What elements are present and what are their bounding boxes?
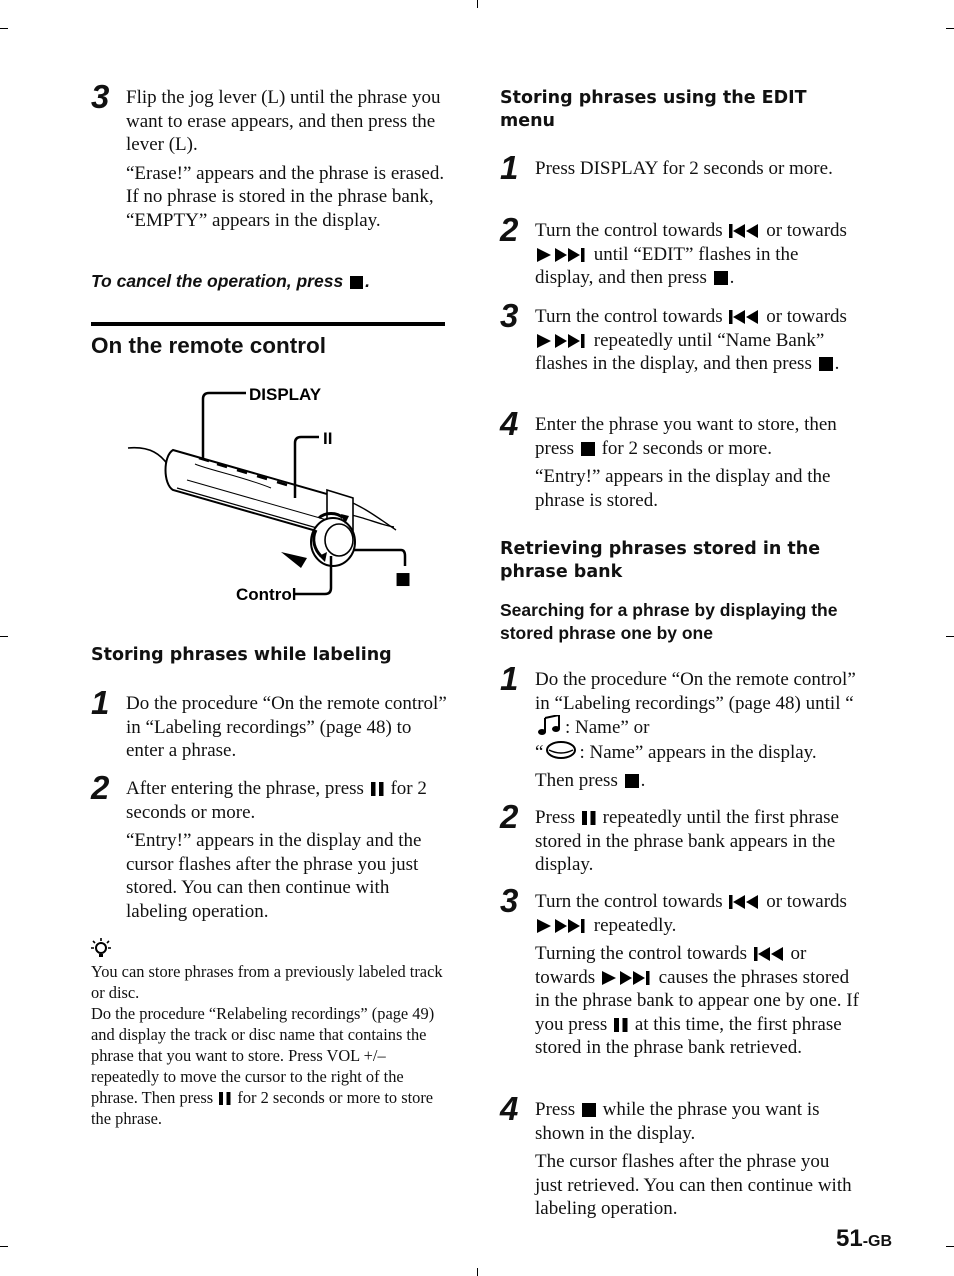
step-number: 1 bbox=[91, 684, 110, 721]
crop-mark bbox=[477, 1268, 478, 1276]
step-text: Press DISPLAY for 2 seconds or more. bbox=[535, 158, 833, 179]
step-result: The cursor flashes after the phrase you just retrieved. You can then continue with labeling operation. bbox=[535, 1151, 852, 1219]
step-text: Do the procedure “On the remote control” in “Labeling recordings” (page 48) until “: Name” or “ : Name” appears in the display. bbox=[535, 669, 856, 763]
step-number: 3 bbox=[500, 882, 519, 919]
crop-mark bbox=[0, 28, 8, 29]
step-number: 1 bbox=[500, 660, 519, 697]
step-text: Do the procedure “On the remote control” in “Labeling recordings” (page 48) to enter a phrase. bbox=[126, 693, 447, 761]
remote-control-title: On the remote control bbox=[91, 333, 327, 358]
remote-control-illustration bbox=[91, 380, 447, 610]
play-next-track-icon bbox=[537, 248, 587, 262]
labeling-step-2 bbox=[91, 769, 447, 923]
previous-track-icon bbox=[729, 310, 759, 324]
crop-mark bbox=[946, 1246, 954, 1247]
crop-mark bbox=[0, 636, 8, 637]
retrieve-step-3 bbox=[500, 882, 860, 1060]
control-label: Control bbox=[236, 585, 297, 604]
pause-icon bbox=[219, 1092, 231, 1105]
section-rule bbox=[91, 322, 445, 326]
stop-icon bbox=[581, 442, 595, 456]
step-result: “Erase!” appears and the phrase is erased. If no phrase is stored in the phrase bank, “EMPTY” appears in the display. bbox=[126, 162, 445, 231]
stop-icon bbox=[582, 1103, 596, 1117]
disc-icon bbox=[545, 740, 577, 760]
edit-menu-heading: Storing phrases using the EDIT menu bbox=[500, 88, 807, 131]
music-note-icon bbox=[537, 715, 563, 735]
storing-while-labeling-heading: Storing phrases while labeling bbox=[91, 645, 392, 665]
crop-mark bbox=[946, 636, 954, 637]
edit-step-1 bbox=[500, 149, 860, 186]
display-label: DISPLAY bbox=[249, 385, 322, 404]
step-number: 4 bbox=[500, 1090, 519, 1127]
step-text: Press repeatedly until the first phrase stored in the phrase bank appears in the display. bbox=[535, 807, 839, 875]
edit-step-2 bbox=[500, 211, 860, 290]
retrieving-heading: Retrieving phrases stored in the phrase bank bbox=[500, 539, 821, 582]
edit-step-3 bbox=[500, 297, 860, 376]
pause-icon bbox=[614, 1018, 628, 1032]
stop-icon bbox=[625, 774, 639, 788]
searching-subheading: Searching for a phrase by displaying the stored phrase one by one bbox=[500, 600, 838, 643]
step-number: 3 bbox=[91, 78, 110, 115]
retrieve-step-1 bbox=[500, 660, 860, 793]
stop-icon bbox=[350, 276, 363, 289]
crop-mark bbox=[0, 1246, 8, 1247]
retrieve-step-4 bbox=[500, 1090, 860, 1221]
labeling-step-1 bbox=[91, 684, 447, 763]
play-next-track-icon bbox=[602, 971, 652, 985]
page-number: 51-GB bbox=[836, 1225, 893, 1252]
retrieve-step-2 bbox=[500, 798, 860, 877]
crop-mark bbox=[946, 28, 954, 29]
step-number: 2 bbox=[500, 211, 519, 248]
edit-step-4 bbox=[500, 405, 860, 512]
stop-icon bbox=[714, 271, 728, 285]
step-result: “Entry!” appears in the display and the phrase is stored. bbox=[535, 466, 831, 511]
step-result: Turning the control towards or towards causes the phrases stored in the phrase bank to appear one by one. If you press at this time, the first phrase stored in the phrase bank retrieved. bbox=[535, 943, 859, 1058]
cancel-note: To cancel the operation, press . bbox=[91, 271, 370, 291]
pause-icon bbox=[582, 811, 596, 825]
step-text: Turn the control towards or towards repeatedly until “Name Bank” flashes in the display, and then press . bbox=[535, 306, 847, 374]
crop-mark bbox=[477, 0, 478, 8]
stop-icon bbox=[819, 357, 833, 371]
step-then: Then press . bbox=[535, 770, 646, 791]
play-next-track-icon bbox=[537, 919, 587, 933]
stop-label: ■ bbox=[395, 569, 412, 589]
hint-text: You can store phrases from a previously labeled track or disc. Do the procedure “Relabeling recordings” (page 49) and display the track or disc name that contains the phrase that you want to store. Press VOL +/– repeatedly to move the cursor to the right of the phrase. Then press for 2 seconds or more to store the phrase. bbox=[91, 962, 443, 1128]
step-number: 2 bbox=[91, 769, 110, 806]
step-number: 3 bbox=[500, 297, 519, 334]
previous-track-icon bbox=[729, 895, 759, 909]
step-number: 4 bbox=[500, 405, 519, 442]
play-next-track-icon bbox=[537, 334, 587, 348]
step-number: 2 bbox=[500, 798, 519, 835]
step-text: Turn the control towards or towards until “EDIT” flashes in the display, and then press . bbox=[535, 220, 847, 288]
step-3-erase bbox=[91, 78, 447, 232]
step-text: Enter the phrase you want to store, then press for 2 seconds or more. bbox=[535, 414, 837, 459]
step-text: Press while the phrase you want is shown in the display. bbox=[535, 1099, 820, 1144]
step-result: “Entry!” appears in the display and the cursor flashes after the phrase you just stored. You can then continue with labeling operation. bbox=[126, 830, 422, 922]
step-text: Turn the control towards or towards repeatedly. bbox=[535, 891, 847, 936]
step-number: 1 bbox=[500, 149, 519, 186]
step-text: After entering the phrase, press for 2 seconds or more. bbox=[126, 778, 427, 823]
pause-label: II bbox=[323, 429, 333, 448]
step-text: Flip the jog lever (L) until the phrase you want to erase appears, and then press the lever (L). bbox=[126, 87, 441, 155]
previous-track-icon bbox=[729, 224, 759, 238]
previous-track-icon bbox=[754, 947, 784, 961]
pause-icon bbox=[371, 782, 384, 796]
lightbulb-icon bbox=[91, 937, 113, 959]
